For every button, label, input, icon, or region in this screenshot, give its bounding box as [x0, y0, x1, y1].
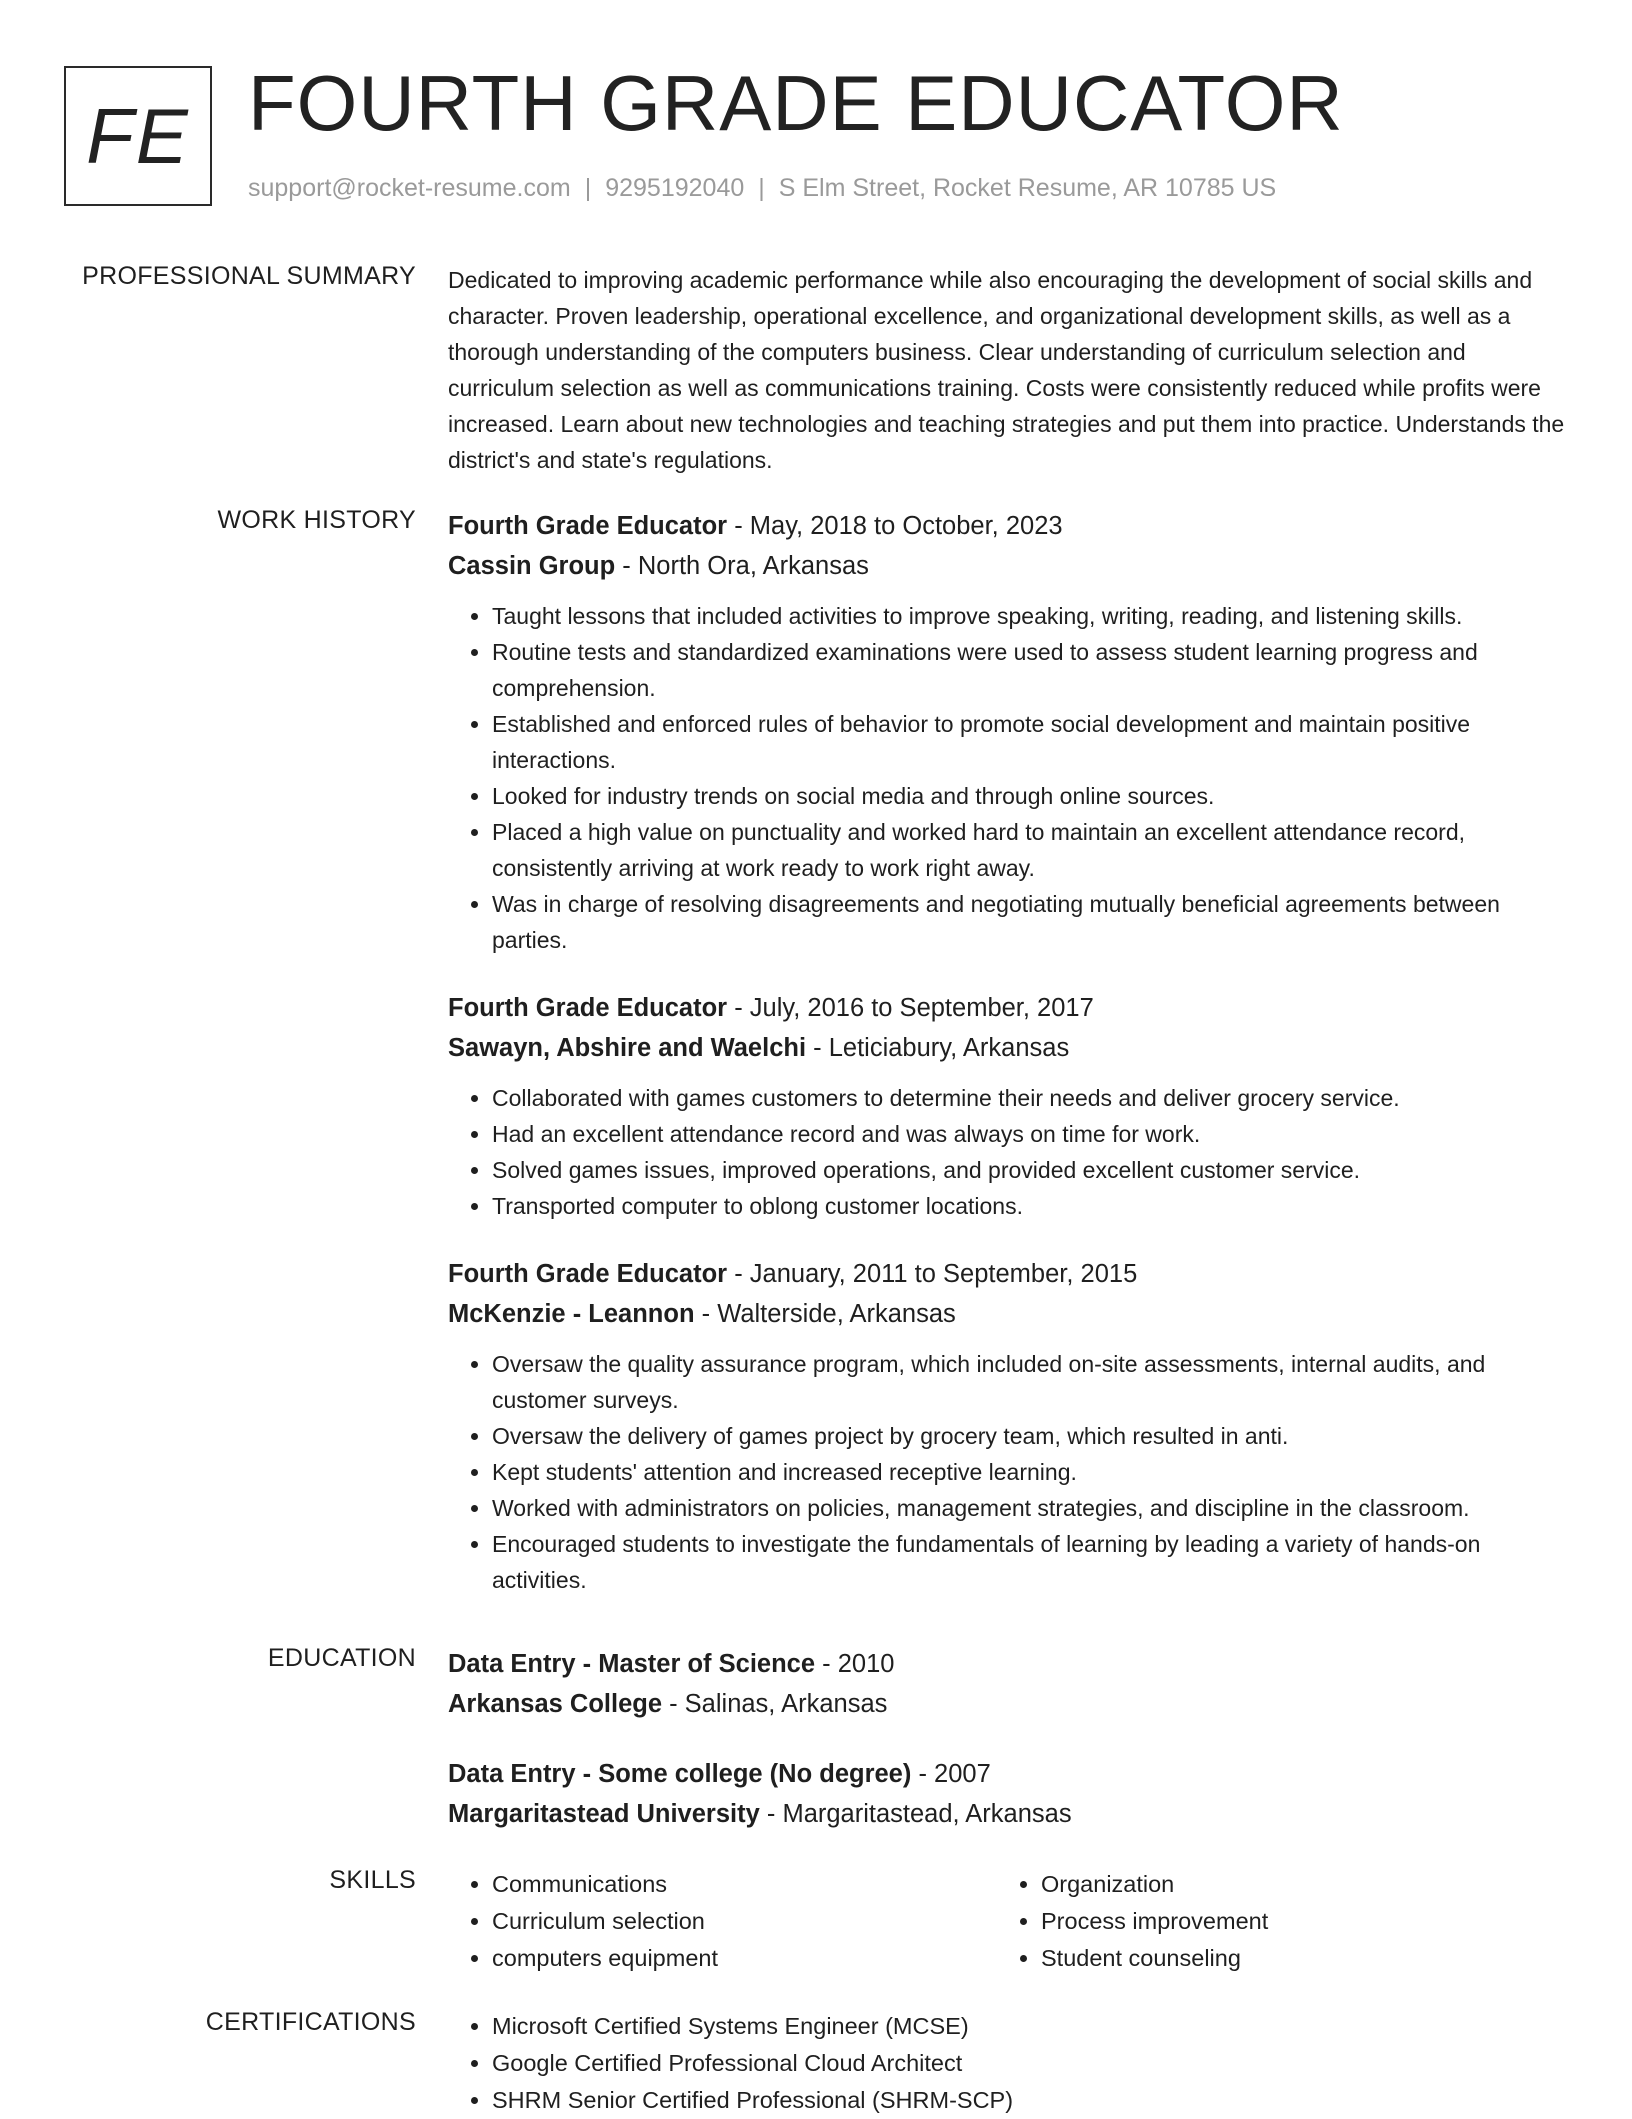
job-entry — [448, 988, 1566, 1224]
job-bullet: • Taught lessons that included activities to improve speaking, writing, reading, and listening skills. — [492, 598, 1566, 634]
certification-item: • SHRM Senior Certified Professional (SHRM-SCP) — [492, 2082, 1492, 2119]
job-bullet: • Encouraged students to investigate the fundamentals of learning by leading a variety of hands-on activities. — [492, 1526, 1566, 1598]
skills-column-right — [997, 1866, 1546, 1977]
job-company-line — [448, 1294, 1566, 1334]
resume-title: FOURTH GRADE EDUCATOR — [248, 59, 1344, 147]
job-location: - Leticiabury, Arkansas — [806, 1034, 1070, 1062]
skill-item: • Curriculum selection — [492, 1903, 997, 1940]
contact-address: S Elm Street, Rocket Resume, AR 10785 US — [778, 174, 1277, 202]
education-entry — [448, 1754, 1566, 1834]
skill-item: • computers equipment — [492, 1940, 997, 1977]
job-entry — [448, 506, 1566, 958]
job-dates: - May, 2018 to October, 2023 — [727, 512, 1063, 540]
job-company-line — [448, 1028, 1566, 1068]
job-bullet: • Transported computer to oblong customer locations. — [492, 1188, 1566, 1224]
education-degree-line — [448, 1644, 1566, 1684]
job-company: Cassin Group — [448, 552, 616, 580]
education-entry — [448, 1644, 1566, 1724]
education-location: - Margaritastead, Arkansas — [759, 1800, 1072, 1828]
job-bullet: • Was in charge of resolving disagreements and negotiating mutually beneficial agreements between parties. — [492, 886, 1566, 958]
section-label-skills: SKILLS — [329, 1866, 416, 1894]
contact-separator: | — [758, 174, 765, 202]
education-school-line — [448, 1794, 1566, 1834]
education-school: Arkansas College — [448, 1690, 663, 1718]
job-bullet: • Looked for industry trends on social media and through online sources. — [492, 778, 1566, 814]
education-school-line — [448, 1684, 1566, 1724]
education-degree: Data Entry - Some college (No degree) — [448, 1760, 912, 1788]
skills-body — [448, 1866, 1566, 1977]
job-entry — [448, 1254, 1566, 1598]
skill-item: • Process improvement — [1041, 1903, 1546, 1940]
education-year: - 2010 — [815, 1650, 895, 1678]
job-company: Sawayn, Abshire and Waelchi — [448, 1034, 807, 1062]
job-dates: - January, 2011 to September, 2015 — [727, 1260, 1138, 1288]
job-bullet: • Had an excellent attendance record and was always on time for work. — [492, 1116, 1566, 1152]
job-dates: - July, 2016 to September, 2017 — [727, 994, 1094, 1022]
job-bullets — [448, 1346, 1566, 1598]
job-title-line — [448, 1254, 1566, 1294]
skill-item: • Organization — [1041, 1866, 1546, 1903]
job-title-line — [448, 988, 1566, 1028]
job-bullet: • Collaborated with games customers to determine their needs and deliver grocery service. — [492, 1080, 1566, 1116]
education-year: - 2007 — [911, 1760, 991, 1788]
job-company-line — [448, 546, 1566, 586]
job-location: - North Ora, Arkansas — [615, 552, 869, 580]
job-bullets — [448, 1080, 1566, 1224]
skill-item: • Student counseling — [1041, 1940, 1546, 1977]
skill-item: • Communications — [492, 1866, 997, 1903]
job-title: Fourth Grade Educator — [448, 512, 728, 540]
job-title: Fourth Grade Educator — [448, 994, 728, 1022]
education-body — [448, 1644, 1566, 1834]
section-label-summary: PROFESSIONAL SUMMARY — [82, 262, 416, 290]
section-label-certifications: CERTIFICATIONS — [205, 2008, 416, 2036]
contact-phone: 9295192040 — [605, 174, 745, 202]
monogram-logo: FE — [64, 66, 212, 206]
work-history-body — [448, 506, 1566, 1598]
summary-text: Dedicated to improving academic performance while also encouraging the development of social skills and character. Proven leadership, operational excellence, and organizational development skills, as well as a thorough understanding of the computers business. Clear understanding of curriculum selection and curriculum selection as well as communications training. Costs were consistently reduced while profits were increased. Learn about new technologies and teaching strategies and put them into practice. Understands the district's and state's regulations. — [448, 267, 1565, 473]
job-bullets — [448, 598, 1566, 958]
job-location: - Walterside, Arkansas — [694, 1300, 956, 1328]
job-bullet: • Oversaw the delivery of games project by grocery team, which resulted in anti. — [492, 1418, 1566, 1454]
job-bullet: • Kept students' attention and increased receptive learning. — [492, 1454, 1566, 1490]
contact-separator: | — [584, 174, 592, 202]
certifications-list — [448, 2008, 1492, 2119]
contact-email: support@rocket-resume.com — [248, 174, 571, 202]
certification-item: • Microsoft Certified Systems Engineer (MCSE) — [492, 2008, 1492, 2045]
contact-line — [248, 174, 1276, 203]
education-degree-line — [448, 1754, 1566, 1794]
job-bullet: • Oversaw the quality assurance program, which included on-site assessments, internal audits, and customer surveys. — [492, 1346, 1566, 1418]
education-school: Margaritastead University — [448, 1800, 760, 1828]
job-bullet: • Solved games issues, improved operations, and provided excellent customer service. — [492, 1152, 1566, 1188]
section-label-education: EDUCATION — [267, 1644, 416, 1672]
job-bullet: • Established and enforced rules of behavior to promote social development and maintain positive interactions. — [492, 706, 1566, 778]
education-degree: Data Entry - Master of Science — [448, 1650, 816, 1678]
job-bullet: • Routine tests and standardized examinations were used to assess student learning progress and comprehension. — [492, 634, 1566, 706]
certifications-body — [448, 2008, 1566, 2119]
job-bullet: • Placed a high value on punctuality and worked hard to maintain an excellent attendance record, consistently arriving at work ready to work right away. — [492, 814, 1566, 886]
skills-grid — [448, 1866, 1566, 1977]
job-bullet: • Worked with administrators on policies, management strategies, and discipline in the classroom. — [492, 1490, 1566, 1526]
summary-body — [448, 262, 1566, 478]
education-location: - Salinas, Arkansas — [662, 1690, 888, 1718]
section-label-work-history: WORK HISTORY — [217, 506, 416, 534]
job-company: McKenzie - Leannon — [448, 1300, 695, 1328]
job-title: Fourth Grade Educator — [448, 1260, 728, 1288]
skills-column-left — [448, 1866, 997, 1977]
certification-item: • Google Certified Professional Cloud Architect — [492, 2045, 1492, 2082]
job-title-line — [448, 506, 1566, 546]
